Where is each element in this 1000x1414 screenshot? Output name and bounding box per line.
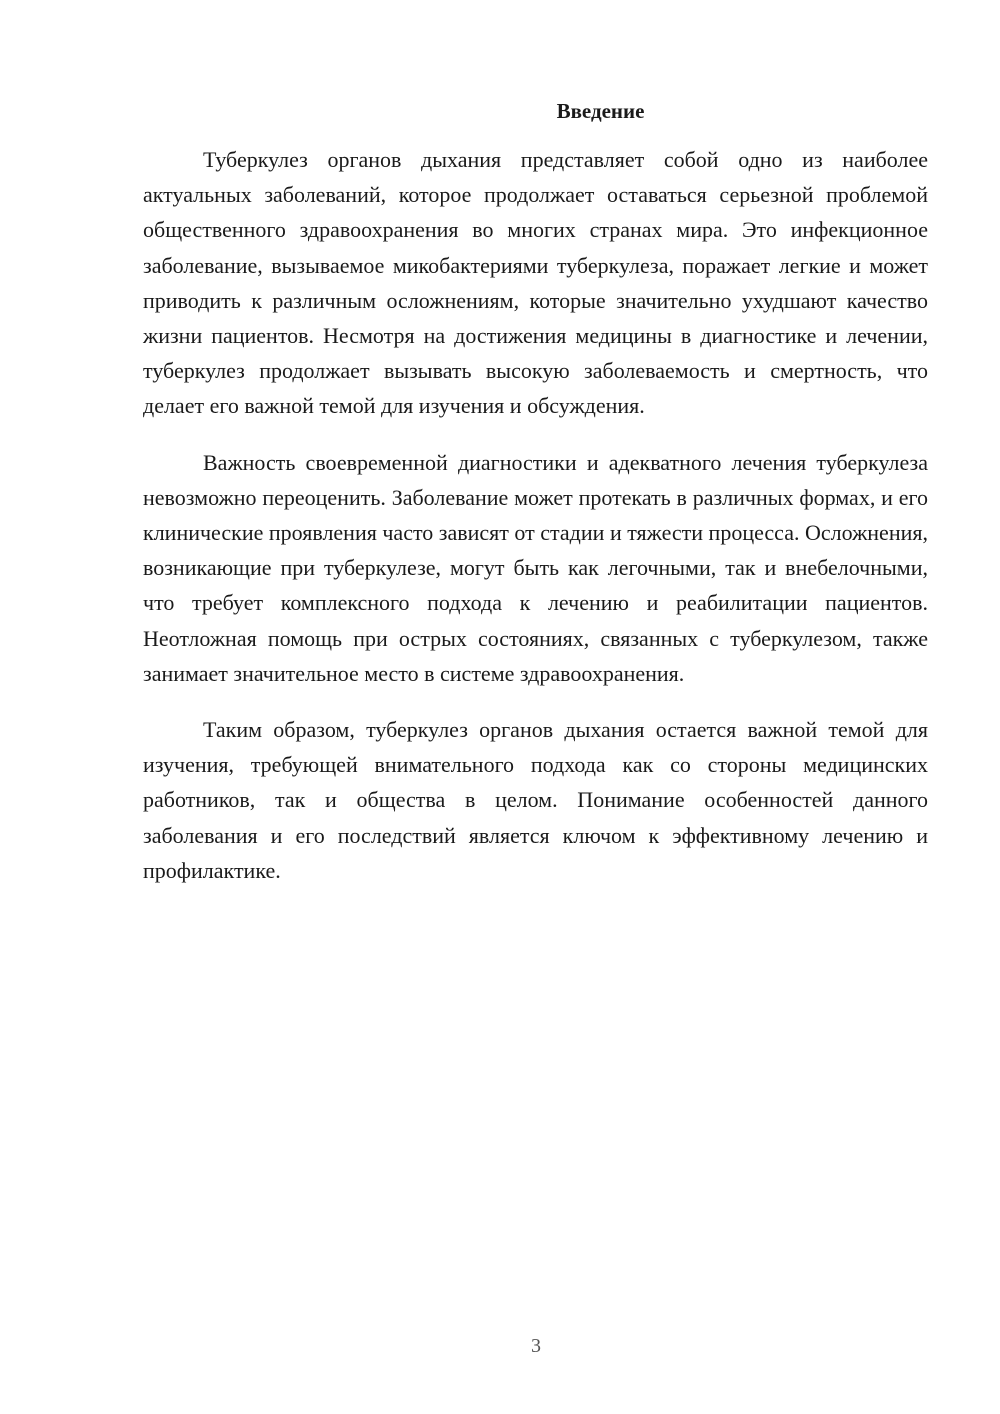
page-number: 3 [531, 1335, 541, 1357]
section-title: Введение [556, 99, 645, 123]
body-text [143, 142, 928, 888]
paragraph-2: Важность своевременной диагностики и адекватного лечения туберкулеза невозможно переоценить. Заболевание может протекать в различных формах, и его клинические проявления часто зависят от стадии и тяжести процесса. Осложнения, возникающие при туберкулезе, могут быть как легочными, так и внебелочными, что требует комплексного подхода к лечению и реабилитации пациентов. Неотложная помощь при острых состояниях, связанных с туберкулезом, также занимает значительное место в системе здравоохранения. [143, 449, 928, 686]
paragraph-3: Таким образом, туберкулез органов дыхания остается важной темой для изучения, требующей внимательного подхода как со стороны медицинских работников, так и общества в целом. Понимание особенностей данного заболевания и его последствий является ключом к эффективному лечению и профилактике. [143, 717, 928, 883]
paragraph-1: Туберкулез органов дыхания представляет собой одно из наиболее актуальных заболеваний, которое продолжает оставаться серьезной проблемой общественного здравоохранения во многих странах мира. Это инфекционное заболевание, вызываемое микобактериями туберкулеза, поражает легкие и может приводить к различным осложнениям, которые значительно ухудшают качество жизни пациентов. Несмотря на достижения медицины в диагностике и лечении, туберкулез продолжает вызывать высокую заболеваемость и смертность, что делает его важной темой для изучения и обсуждения. [143, 147, 928, 419]
